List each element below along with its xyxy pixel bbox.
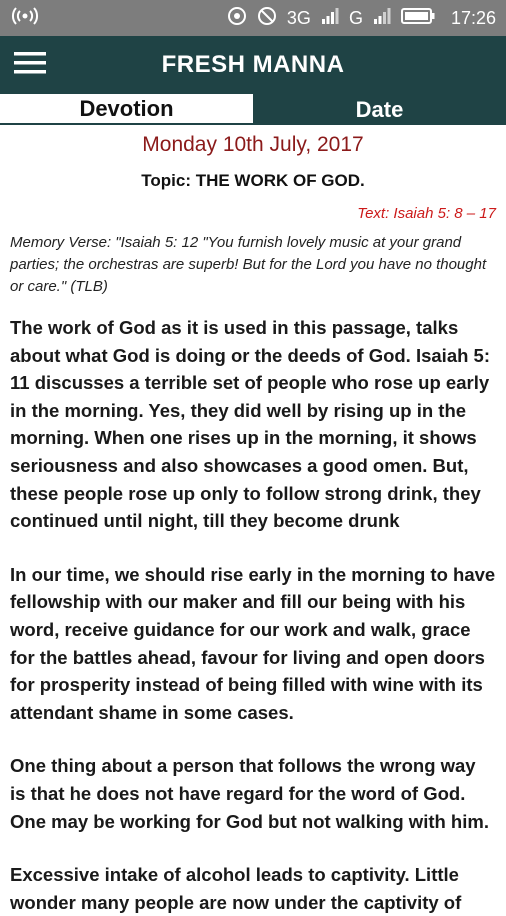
app-title: FRESH MANNA (161, 51, 345, 78)
signal-icon (321, 8, 339, 29)
hotspot-icon (12, 7, 38, 30)
menu-button[interactable] (0, 36, 60, 94)
devotion-topic: Topic: THE WORK OF GOD. (141, 171, 365, 190)
devotion-date: Monday 10th July, 2017 (142, 133, 364, 156)
do-not-disturb-icon (257, 6, 277, 31)
status-bar (0, 0, 506, 36)
cast-icon (227, 6, 247, 31)
signal-icon-2 (373, 8, 391, 29)
network-type-3g: 3G (286, 7, 311, 28)
tab-bar (0, 94, 506, 125)
battery-icon (401, 8, 435, 29)
tab-date[interactable]: Date (253, 94, 506, 125)
devotion-paragraph: Excessive intake of alcohol leads to captivity. Little wonder many people are now under the captivity of (10, 864, 462, 913)
app-bar (0, 36, 506, 94)
network-type-g: G (348, 7, 363, 28)
devotion-paragraph: One thing about a person that follows the wrong way is that he does not have regard for the word of God. One may be working for God but not walking with him. (10, 755, 489, 832)
hamburger-icon (14, 52, 46, 79)
memory-verse: Memory Verse: "Isaiah 5: 12 "You furnish lovely music at your grand parties; the orchestras are superb! But for the Lord you have no thought or care." (TLB) (10, 234, 487, 295)
tab-devotion[interactable]: Devotion (0, 94, 253, 125)
devotion-paragraph: In our time, we should rise early in the morning to have fellowship with our maker and fill our being with his word, receive guidance for our work and walk, grace for the battles ahead, favour for living and open doors for prosperity instead of being filled with wine with its attendant shame in some cases. (10, 563, 496, 723)
bible-text-reference: Text: Isaiah 5: 8 – 17 (357, 205, 496, 222)
devotion-paragraph: The work of God as it is used in this passage, talks about what God is doing or the deeds of God. Isaiah 5: 11 discusses a terrible set of people who rose up early in the morning. Yes, they did well by rising up in the morning. When one rises up in the morning, it shows seriousness and also showcases a good omen. But, these people rose up only to follow strong drink, they continued until night, till they become drunk (10, 317, 490, 532)
status-time: 17:26 (450, 7, 496, 28)
devotion-content[interactable] (0, 125, 506, 913)
